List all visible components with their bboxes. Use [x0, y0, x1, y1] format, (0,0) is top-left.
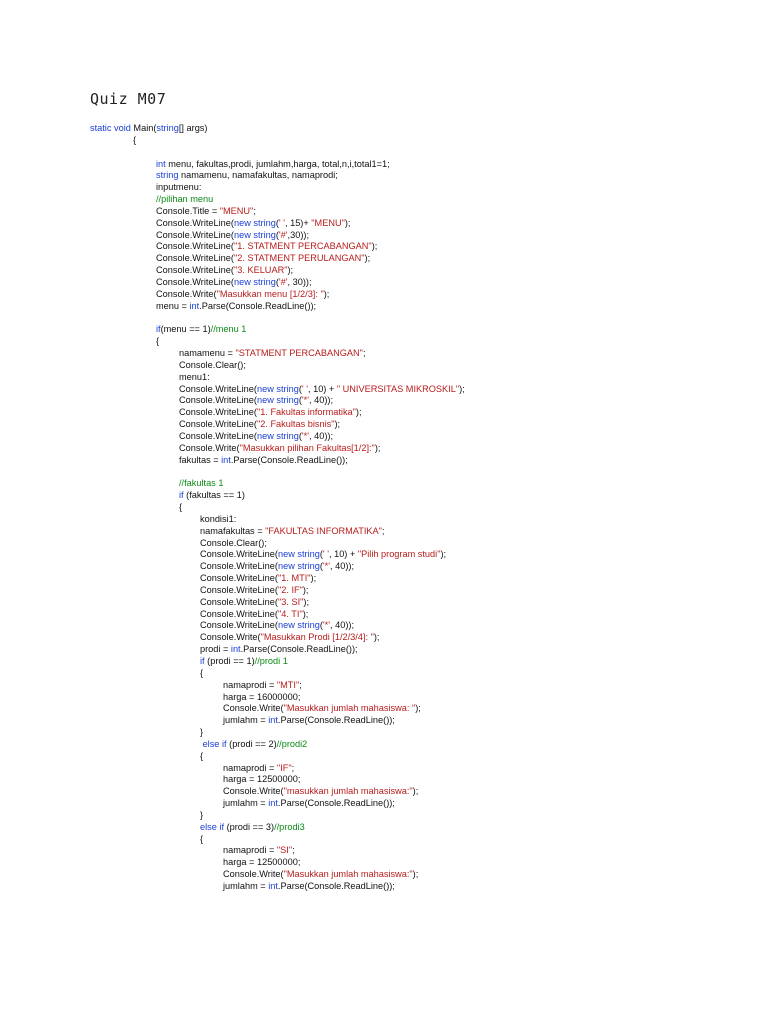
- code-line: [90, 632, 465, 644]
- code-token: int: [189, 300, 200, 311]
- code-token: "Masukkan pilihan Fakultas[1/2]:": [239, 442, 375, 453]
- code-line: [90, 253, 465, 265]
- code-token: string: [156, 170, 179, 181]
- code-token: , 40));: [330, 561, 355, 572]
- code-line: [90, 277, 465, 289]
- code-token: else: [202, 738, 220, 749]
- code-token: if: [156, 324, 161, 335]
- code-line: [90, 715, 465, 727]
- code-token: //prodi3: [274, 821, 305, 832]
- code-line: [90, 573, 465, 585]
- code-token: (prodi == 3): [224, 821, 275, 832]
- code-token: "Masukkan Prodi [1/2/3/4]: ": [260, 632, 374, 643]
- code-token: string: [253, 217, 276, 228]
- code-token: Console.WriteLine(: [179, 430, 257, 441]
- code-token: Console.WriteLine(: [156, 276, 234, 287]
- code-block: [90, 123, 465, 893]
- code-line: [90, 703, 465, 715]
- code-token: {: [200, 750, 204, 761]
- code-token: int: [268, 715, 278, 726]
- code-line: [90, 774, 465, 786]
- code-token: string: [253, 276, 276, 287]
- code-line: [90, 549, 465, 561]
- code-token: jumlahm =: [223, 798, 269, 809]
- code-line: [90, 585, 465, 597]
- code-line: [90, 656, 465, 668]
- code-token: Console.WriteLine(: [179, 407, 257, 418]
- code-line: [90, 644, 465, 656]
- code-token: "STATMENT PERCABANGAN": [235, 348, 363, 359]
- code-token: (prodi == 2): [226, 738, 277, 749]
- code-token: new: [256, 395, 274, 406]
- code-token: string: [276, 395, 299, 406]
- code-token: (prodi == 1): [204, 655, 255, 666]
- code-token: menu, fakultas,prodi, jumlahm,harga, total,n,i,total1=1;: [165, 158, 390, 169]
- code-token: , 40));: [330, 620, 355, 631]
- code-token: "2. STATMENT PERULANGAN": [233, 253, 365, 264]
- code-token: Console.WriteLine(: [200, 620, 278, 631]
- code-token: "Masukkan jumlah mahasiswa:": [283, 869, 413, 880]
- code-token: ' ': [278, 217, 285, 228]
- code-line: [90, 135, 465, 147]
- code-token: menu =: [156, 300, 190, 311]
- code-token: [] args): [178, 123, 208, 133]
- code-token: "FAKULTAS INFORMATIKA": [265, 525, 382, 536]
- code-token: );: [310, 573, 317, 584]
- code-token: //fakultas 1: [179, 478, 224, 489]
- code-token: namaprodi =: [223, 845, 277, 856]
- code-token: "1. STATMENT PERCABANGAN": [233, 241, 372, 252]
- code-token: {: [156, 336, 160, 347]
- code-token: Console.WriteLine(: [179, 383, 257, 394]
- code-token: );: [344, 217, 351, 228]
- code-token: , 15)+: [284, 217, 312, 228]
- code-token: static: [90, 123, 112, 133]
- code-line: [90, 360, 465, 372]
- code-line: [90, 668, 465, 680]
- code-line: [90, 751, 465, 763]
- code-token: '*': [322, 561, 331, 572]
- code-token: Console.WriteLine(: [200, 608, 278, 619]
- code-token: Console.WriteLine(: [156, 265, 234, 276]
- code-token: Console.WriteLine(: [156, 241, 234, 252]
- code-token: string: [156, 123, 179, 133]
- code-token: Console.WriteLine(: [156, 217, 234, 228]
- code-token: ;: [299, 679, 302, 690]
- code-line: [90, 407, 465, 419]
- code-token: (: [298, 430, 302, 441]
- code-token: Console.Write(: [223, 703, 284, 714]
- code-token: Console.WriteLine(: [156, 253, 234, 264]
- code-line: [90, 869, 465, 881]
- code-token: string: [253, 229, 276, 240]
- code-token: " UNIVERSITAS MIKROSKIL": [336, 383, 460, 394]
- code-line: [90, 324, 465, 336]
- code-token: Console.WriteLine(: [200, 596, 278, 607]
- code-token: Console.Write(: [156, 288, 217, 299]
- code-token: Console.Clear();: [179, 359, 246, 370]
- code-token: if: [179, 490, 184, 501]
- code-token: ' ': [301, 383, 308, 394]
- code-token: );: [302, 608, 309, 619]
- code-token: int: [230, 644, 241, 655]
- code-line: [90, 466, 465, 478]
- code-line: [90, 230, 465, 242]
- code-token: (: [298, 383, 302, 394]
- code-line: [90, 159, 465, 171]
- code-line: [90, 395, 465, 407]
- code-token: "4. TI": [277, 608, 303, 619]
- code-token: );: [302, 584, 309, 595]
- code-token: Console.WriteLine(: [179, 419, 257, 430]
- code-line: [90, 289, 465, 301]
- code-line: [90, 834, 465, 846]
- code-token: .Parse(Console.ReadLine());: [199, 300, 317, 311]
- code-token: }: [200, 809, 204, 820]
- code-token: //pilihan menu: [156, 194, 214, 205]
- code-token: {: [200, 833, 204, 844]
- code-token: //menu 1: [210, 324, 247, 335]
- code-line: [90, 561, 465, 573]
- code-token: "masukkan jumlah mahasiswa:": [283, 786, 413, 797]
- code-token: inputmenu:: [156, 182, 202, 193]
- code-token: new: [233, 276, 251, 287]
- code-line: [90, 348, 465, 360]
- code-token: Console.WriteLine(: [179, 395, 257, 406]
- code-token: int: [268, 798, 278, 809]
- code-token: string: [297, 549, 320, 560]
- code-token: new: [233, 229, 251, 240]
- code-token: ;: [253, 205, 256, 216]
- code-token: int: [268, 881, 278, 891]
- code-token: namaprodi =: [223, 679, 277, 690]
- code-token: "MTI": [276, 679, 300, 690]
- code-token: ;: [381, 525, 385, 536]
- code-token: (: [298, 395, 302, 406]
- code-line: [90, 597, 465, 609]
- code-line: [90, 786, 465, 798]
- code-token: (: [275, 229, 279, 240]
- code-token: if: [221, 738, 227, 749]
- code-line: [90, 431, 465, 443]
- code-token: "IF": [276, 762, 292, 773]
- code-token: new: [233, 217, 251, 228]
- code-token: ;: [292, 845, 295, 856]
- code-token: );: [364, 253, 371, 264]
- code-token: (fakultas == 1): [183, 490, 245, 501]
- code-token: "1. MTI": [277, 573, 311, 584]
- code-line: [90, 538, 465, 550]
- code-token: jumlahm =: [223, 715, 269, 726]
- code-token: "MENU": [311, 217, 345, 228]
- code-line: [90, 478, 465, 490]
- code-token: .Parse(Console.ReadLine());: [277, 715, 395, 726]
- code-token: Main(: [130, 123, 157, 133]
- code-token: "2. IF": [277, 584, 303, 595]
- code-token: , 10) +: [307, 383, 337, 394]
- code-line: [90, 194, 465, 206]
- code-token: , 10) +: [328, 549, 358, 560]
- code-line: [90, 218, 465, 230]
- code-line: [90, 857, 465, 869]
- code-token: );: [373, 632, 380, 643]
- code-token: "SI": [276, 845, 293, 856]
- code-line: [90, 881, 465, 893]
- code-token: "1. Fakultas informatika": [256, 407, 356, 418]
- code-line: [90, 810, 465, 822]
- code-token: , 30));: [287, 276, 312, 287]
- code-token: (: [275, 276, 279, 287]
- code-token: , 40));: [309, 430, 334, 441]
- code-token: Console.Write(: [179, 442, 240, 453]
- code-token: );: [374, 442, 381, 453]
- code-token: ' ': [322, 549, 329, 560]
- code-token: '#': [278, 229, 288, 240]
- code-token: //prodi 1: [254, 655, 288, 666]
- code-token: );: [440, 549, 447, 560]
- code-token: harga = 16000000;: [223, 691, 301, 702]
- code-token: int: [221, 454, 231, 465]
- code-line: [90, 206, 465, 218]
- code-line: [90, 845, 465, 857]
- code-token: "MENU": [219, 205, 254, 216]
- code-token: new: [277, 561, 295, 572]
- code-token: Console.Write(: [223, 786, 284, 797]
- code-token: Console.WriteLine(: [200, 584, 278, 595]
- code-token: harga = 12500000;: [223, 774, 301, 785]
- code-line: [90, 680, 465, 692]
- code-token: int: [156, 158, 166, 169]
- code-token: '#': [278, 276, 288, 287]
- code-token: string: [297, 620, 320, 631]
- code-line: [90, 313, 465, 325]
- code-token: namamenu =: [179, 348, 236, 359]
- code-token: }: [200, 727, 204, 738]
- code-token: Console.WriteLine(: [156, 229, 234, 240]
- code-line: [90, 502, 465, 514]
- code-token: Console.Write(: [223, 869, 284, 880]
- code-token: .Parse(Console.ReadLine());: [230, 454, 348, 465]
- code-token: jumlahm =: [223, 881, 269, 891]
- code-token: {: [133, 134, 137, 145]
- code-token: {: [179, 502, 183, 512]
- code-token: (: [319, 620, 323, 631]
- code-token: .Parse(Console.ReadLine());: [240, 644, 358, 655]
- code-token: ;: [362, 348, 366, 359]
- code-token: if: [200, 655, 205, 666]
- code-token: '*': [301, 395, 310, 406]
- code-token: void: [114, 123, 131, 133]
- code-line: [90, 739, 465, 751]
- code-token: harga = 12500000;: [223, 857, 301, 868]
- code-line: [90, 609, 465, 621]
- code-line: [90, 336, 465, 348]
- code-token: ,30));: [287, 229, 309, 240]
- code-line: [90, 182, 465, 194]
- code-line: [90, 443, 465, 455]
- code-token: kondisi1:: [200, 513, 237, 524]
- code-line: [90, 170, 465, 182]
- code-token: );: [412, 786, 419, 797]
- code-token: (: [319, 561, 323, 572]
- code-line: [90, 763, 465, 775]
- code-token: fakultas =: [179, 454, 222, 465]
- code-line: [90, 798, 465, 810]
- code-token: "Pilih program studi": [357, 549, 441, 560]
- code-token: prodi =: [200, 644, 231, 655]
- code-line: [90, 301, 465, 313]
- code-line: [90, 384, 465, 396]
- code-token: '*': [322, 620, 331, 631]
- code-line: [90, 265, 465, 277]
- code-line: [90, 147, 465, 159]
- code-token: Console.Write(: [200, 632, 261, 643]
- code-line: [90, 526, 465, 538]
- code-token: if: [219, 821, 225, 832]
- code-token: namamenu, namafakultas, namaprodi;: [178, 170, 338, 181]
- code-token: {: [200, 667, 204, 678]
- code-token: .Parse(Console.ReadLine());: [277, 798, 395, 809]
- code-token: string: [297, 561, 320, 572]
- code-token: );: [323, 288, 330, 299]
- code-token: Console.WriteLine(: [200, 573, 278, 584]
- code-token: "2. Fakultas bisnis": [256, 419, 335, 430]
- code-token: new: [256, 430, 274, 441]
- code-token: , 40));: [309, 395, 334, 406]
- code-token: namaprodi =: [223, 762, 277, 773]
- code-token: (: [319, 549, 323, 560]
- code-token: "3. KELUAR": [233, 265, 288, 276]
- code-token: //prodi2: [276, 738, 308, 749]
- code-token: "3. SI": [277, 596, 304, 607]
- code-line: [90, 514, 465, 526]
- code-token: Console.Title =: [156, 205, 220, 216]
- code-line: [90, 490, 465, 502]
- code-token: Console.WriteLine(: [200, 561, 278, 572]
- code-line: [90, 123, 465, 135]
- code-line: [90, 241, 465, 253]
- code-token: string: [276, 430, 299, 441]
- code-token: '*': [301, 430, 310, 441]
- code-token: menu1:: [179, 371, 210, 382]
- code-line: [90, 419, 465, 431]
- code-token: );: [459, 383, 465, 394]
- code-line: [90, 455, 465, 467]
- code-token: );: [334, 419, 341, 430]
- code-token: else: [200, 821, 217, 832]
- code-token: (: [275, 217, 279, 228]
- code-token: );: [303, 596, 310, 607]
- code-line: [90, 372, 465, 384]
- page-title: Quiz M07: [90, 90, 167, 108]
- code-token: );: [287, 265, 294, 276]
- code-token: );: [371, 241, 378, 252]
- code-token: "Masukkan jumlah mahasiswa: ": [283, 703, 416, 714]
- code-token: ;: [291, 762, 295, 773]
- code-token: );: [355, 407, 362, 418]
- code-token: namafakultas =: [200, 525, 266, 536]
- code-line: [90, 620, 465, 632]
- code-token: "Masukkan menu [1/2/3]: ": [216, 288, 324, 299]
- code-token: Console.Clear();: [200, 537, 267, 548]
- code-token: new: [277, 549, 295, 560]
- code-line: [90, 727, 465, 739]
- code-line: [90, 692, 465, 704]
- code-token: string: [276, 383, 299, 394]
- code-line: [90, 822, 465, 834]
- code-token: .Parse(Console.ReadLine());: [277, 881, 395, 891]
- code-token: );: [412, 869, 419, 880]
- code-token: );: [415, 703, 421, 714]
- code-token: (menu == 1): [160, 324, 211, 335]
- code-token: new: [256, 383, 274, 394]
- code-token: new: [277, 620, 295, 631]
- code-token: Console.WriteLine(: [200, 549, 278, 560]
